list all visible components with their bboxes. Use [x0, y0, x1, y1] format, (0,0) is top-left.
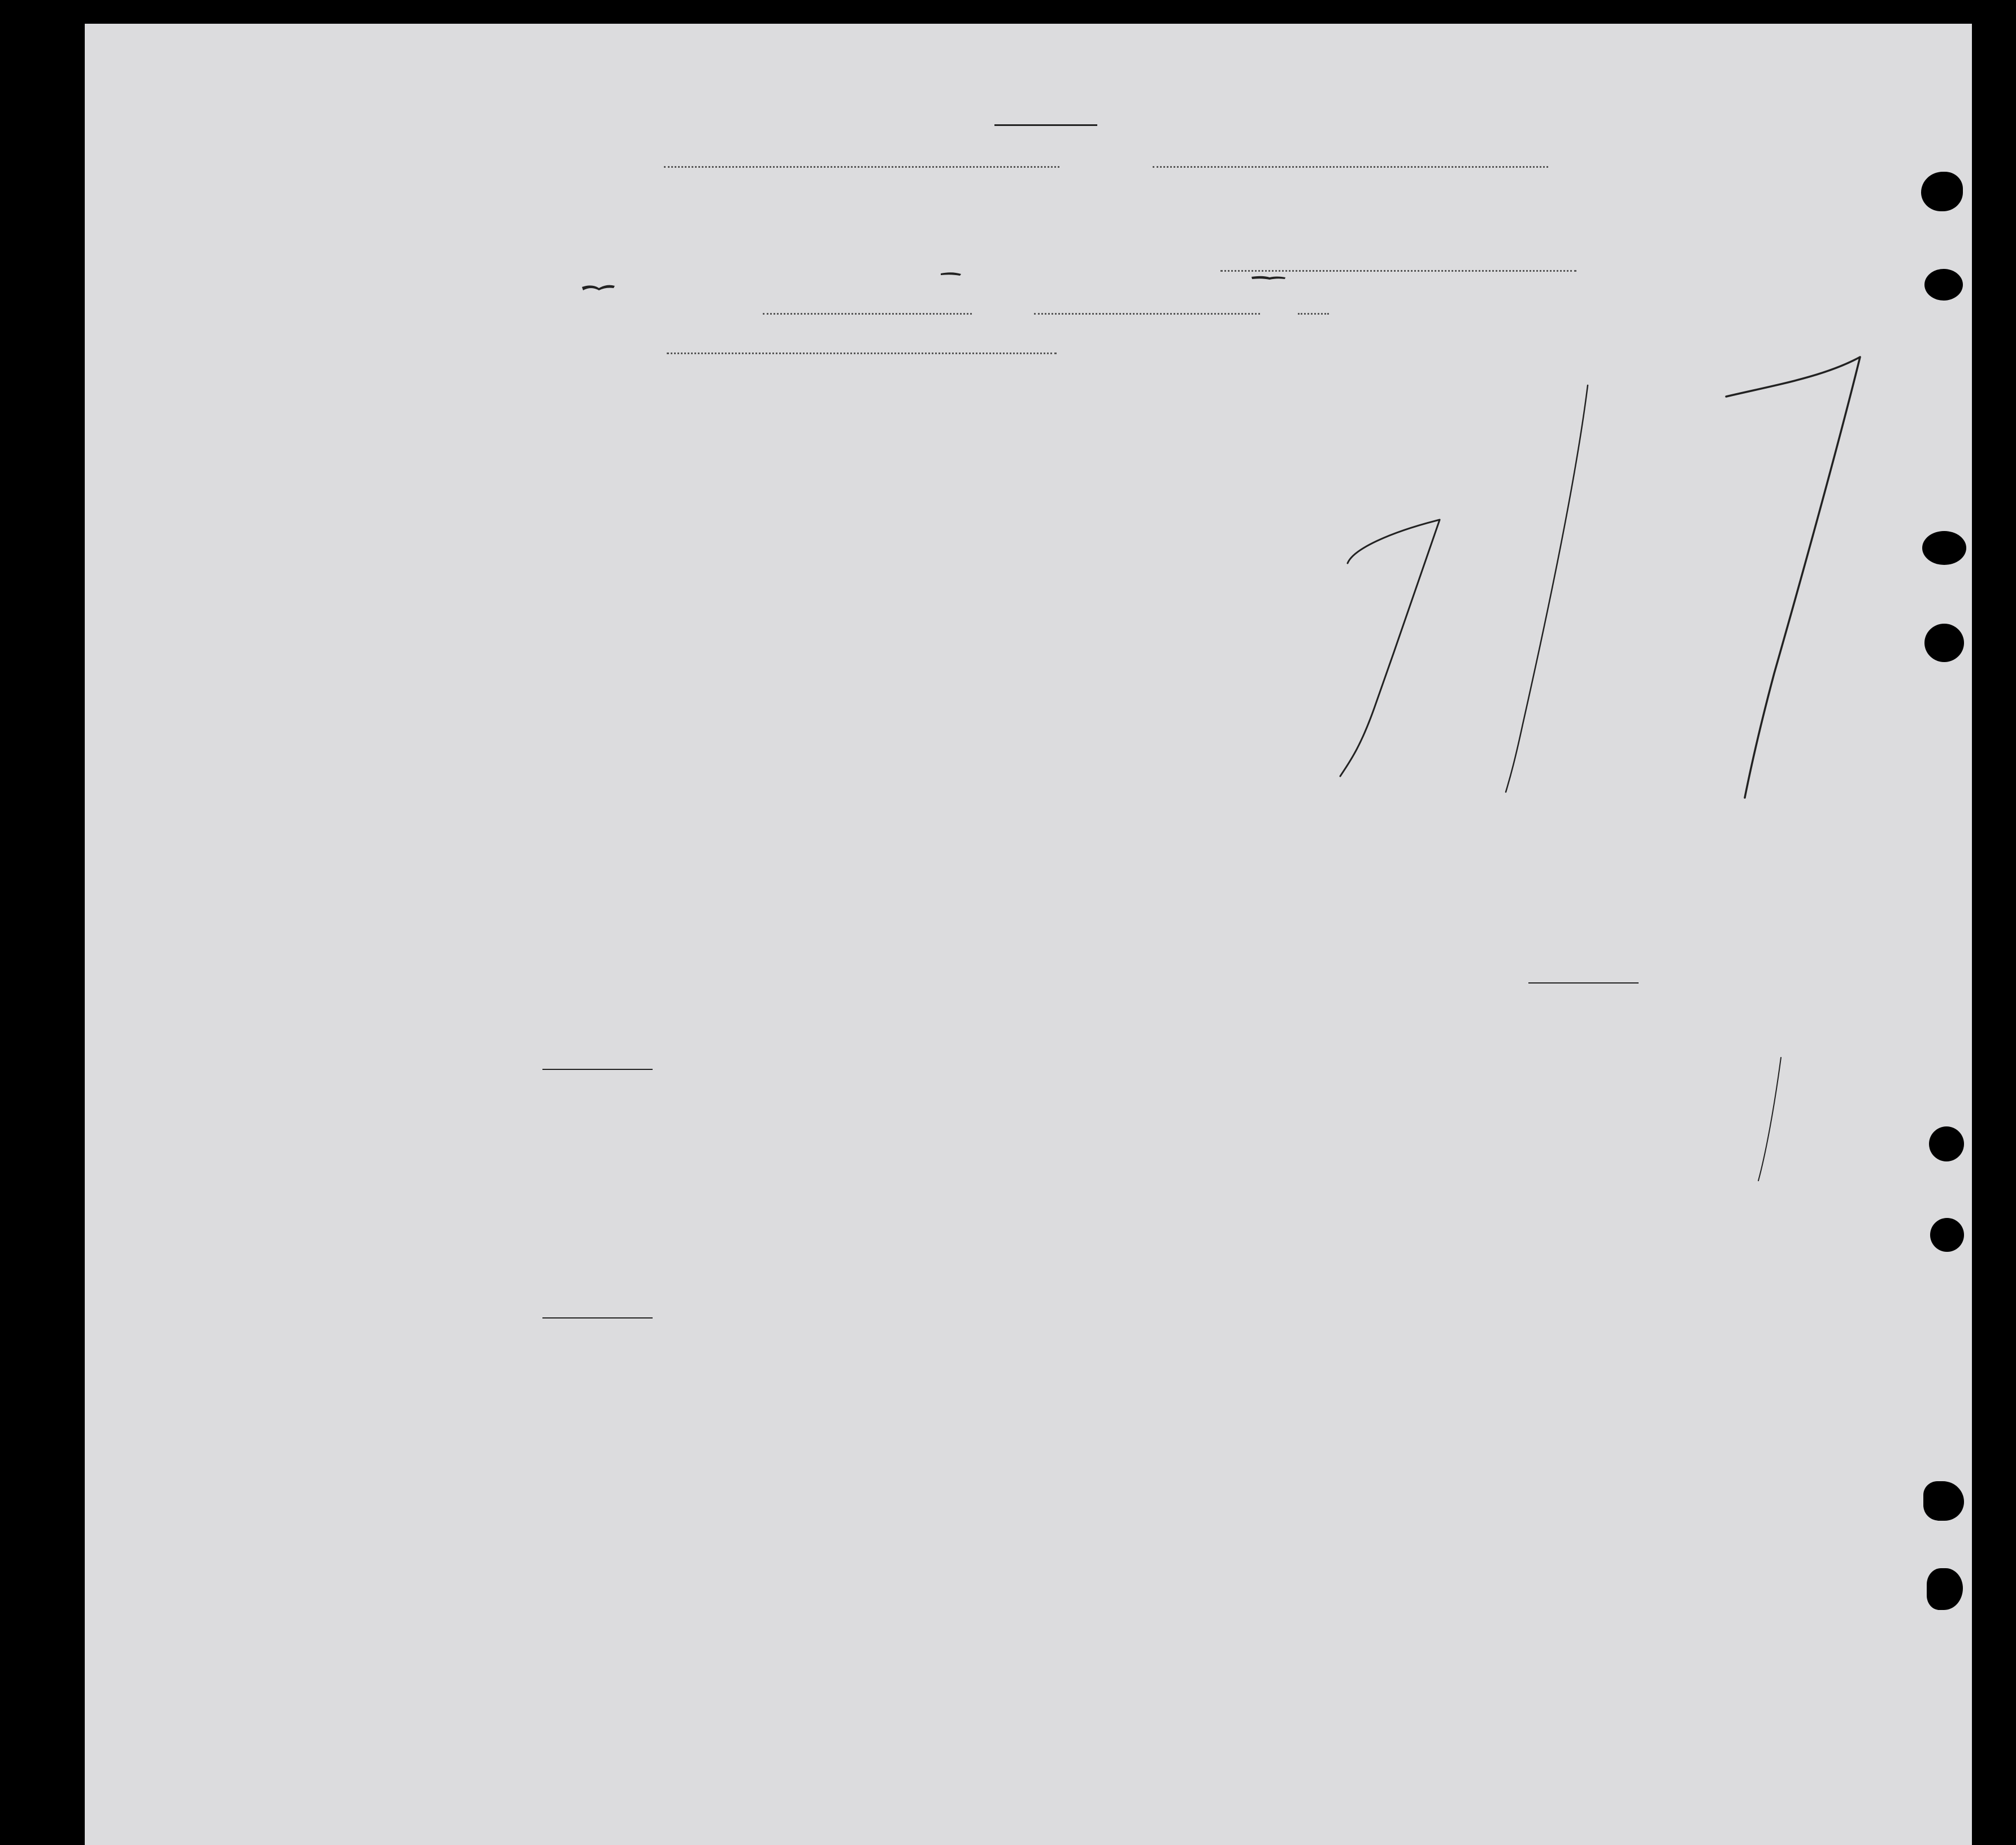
handwritten-number — [85, 24, 1972, 1845]
punch-hole — [1921, 172, 1963, 211]
punch-hole — [1929, 1126, 1964, 1161]
punch-hole — [1923, 1481, 1964, 1521]
punch-hole — [1924, 624, 1964, 662]
punch-hole — [1922, 531, 1966, 565]
punch-hole — [1924, 269, 1963, 301]
punch-hole — [1930, 1218, 1964, 1252]
form-sheet — [85, 24, 1972, 1845]
